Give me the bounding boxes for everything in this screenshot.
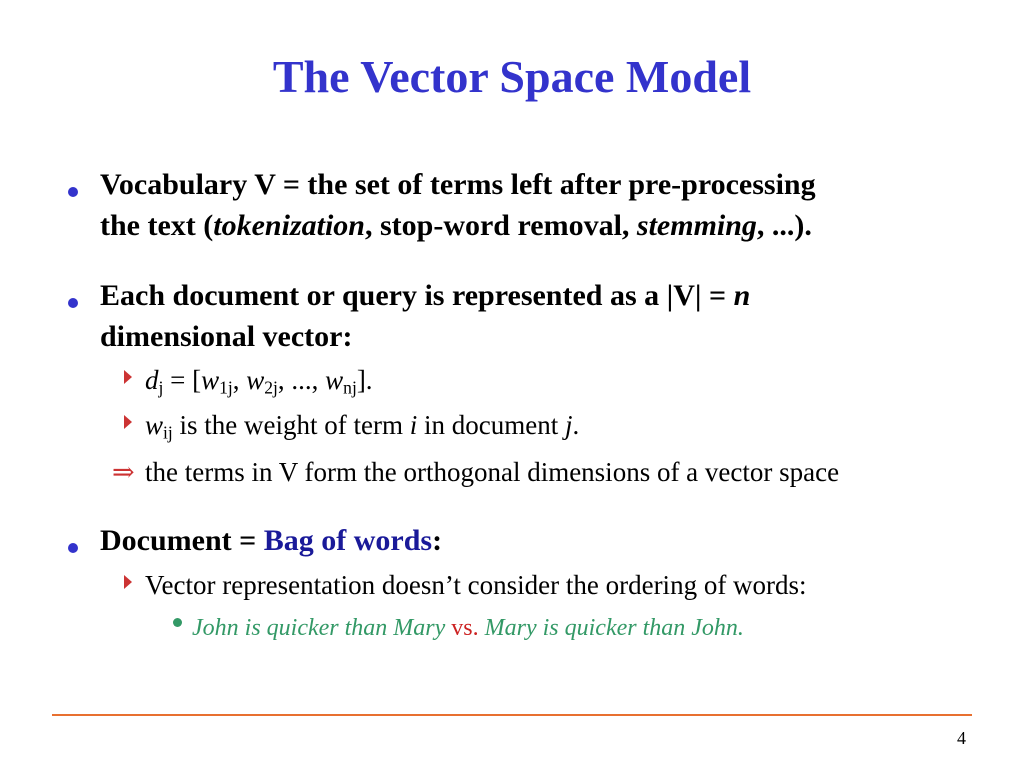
triangle-marker-icon xyxy=(124,575,132,589)
symbol-d: d xyxy=(145,365,159,395)
weight-text1: is the weight of term xyxy=(172,410,410,440)
bullet-representation-line1: Each document or query is represented as a |V| = xyxy=(100,279,734,312)
page-number: 4 xyxy=(957,728,966,748)
term-n: n xyxy=(733,279,751,312)
sub-vector-definition xyxy=(145,362,1005,405)
example-vs: vs. xyxy=(445,615,485,641)
term-stemming: stemming xyxy=(636,209,757,242)
bullet-vocabulary-line2-mid: , stop-word removal, xyxy=(364,209,637,242)
symbol-i: i xyxy=(409,410,418,440)
symbol-ellipsis: , ..., xyxy=(277,365,326,395)
slide-title: The Vector Space Model xyxy=(272,51,752,102)
sub-ordering: Vector representation doesn’t consider the ordering of words: xyxy=(145,570,807,600)
symbol-w-subscript: ij xyxy=(163,422,173,443)
example-part1: John is quicker than Mary xyxy=(192,615,446,641)
symbol-wn: w xyxy=(325,365,344,395)
bullet-bag-prefix: Document = xyxy=(100,524,264,557)
bullet-representation xyxy=(100,275,980,357)
bullet-bag-of-words xyxy=(100,520,980,561)
sub-weight-definition xyxy=(145,407,1005,450)
example-sentences xyxy=(192,612,972,644)
bullet-representation-line2: dimensional vector: xyxy=(100,320,353,353)
symbol-w: w xyxy=(145,410,164,440)
triangle-marker-icon xyxy=(124,370,132,384)
bullet-vocabulary-line1: Vocabulary V = the set of terms left after pre-processing xyxy=(100,168,816,201)
triangle-marker-icon xyxy=(124,415,132,429)
symbol-w1: w xyxy=(201,365,220,395)
symbol-wn-subscript: nj xyxy=(343,377,357,398)
symbol-equals: = [ xyxy=(163,365,202,395)
bullet-vocabulary xyxy=(100,164,980,246)
sub-orthogonal-dimensions: the terms in V form the orthogonal dimensions of a vector space xyxy=(145,457,840,487)
symbol-comma: , xyxy=(232,365,247,395)
bullet-dot-icon xyxy=(68,178,86,196)
bullet-vocabulary-line2-suffix: , ...). xyxy=(756,209,812,242)
example-part2: Mary is quicker than John. xyxy=(484,615,744,641)
bullet-dot-icon xyxy=(68,534,86,552)
term-tokenization: tokenization xyxy=(213,209,365,242)
weight-text2: in document xyxy=(417,410,565,440)
bullet-bag-suffix: : xyxy=(432,524,443,557)
term-bag-of-words: Bag of words xyxy=(263,524,433,557)
symbol-w2-subscript: 2j xyxy=(264,377,278,398)
symbol-w2: w xyxy=(246,365,265,395)
symbol-d-subscript: j xyxy=(158,377,164,398)
weight-period: . xyxy=(572,410,580,440)
implies-arrow-icon: ⇒ xyxy=(112,457,135,487)
symbol-j: j xyxy=(564,410,573,440)
green-dot-icon xyxy=(173,618,182,627)
symbol-close-bracket: ]. xyxy=(356,365,373,395)
footer-divider xyxy=(52,714,972,716)
symbol-w1-subscript: 1j xyxy=(219,377,233,398)
bullet-vocabulary-line2-prefix: the text ( xyxy=(100,209,214,242)
bullet-dot-icon xyxy=(68,289,86,307)
